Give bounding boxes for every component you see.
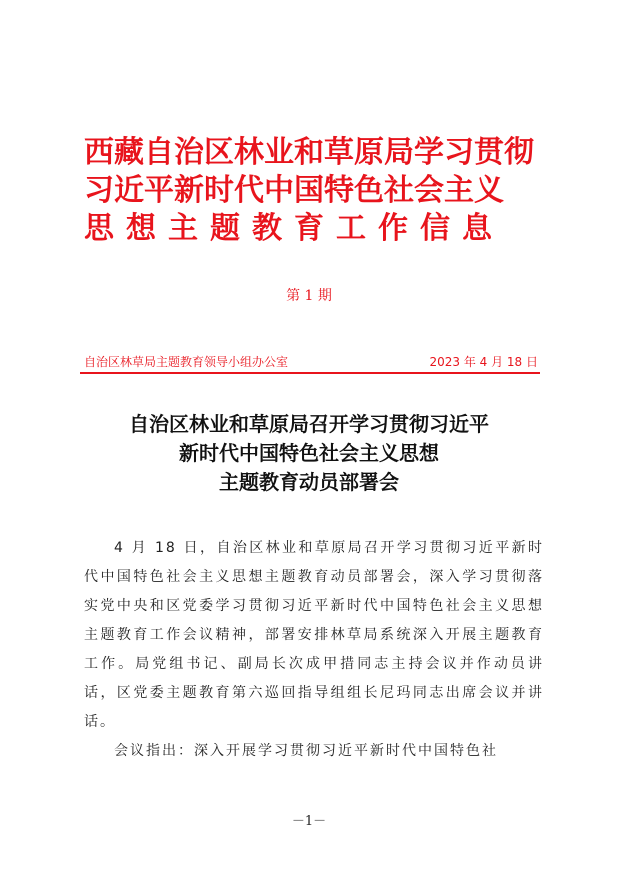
article-title <box>0 410 618 497</box>
article-title-line-1: 自治区林业和草原局召开学习贯彻习近平 <box>129 412 489 436</box>
red-divider <box>80 372 540 374</box>
masthead-line-3: 思想主题教育工作信息 <box>84 211 504 246</box>
masthead-line-2: 习近平新时代中国特色社会主义 <box>84 173 504 208</box>
article-title-line-2: 新时代中国特色社会主义思想 <box>179 441 439 465</box>
issue-number: 第 1 期 <box>286 288 332 304</box>
masthead-title <box>84 134 544 248</box>
article-body <box>84 534 544 766</box>
paragraph-2: 会议指出：深入开展学习贯彻习近平新时代中国特色社 <box>114 743 498 759</box>
article-title-line-3: 主题教育动员部署会 <box>219 470 399 494</box>
issue-date: 2023 年 4 月 18 日 <box>429 355 538 369</box>
issuing-office: 自治区林草局主题教育领导小组办公室 <box>84 355 289 369</box>
paragraph-1: 4 月 18 日，自治区林业和草原局召开学习贯彻习近平新时代中国特色社会主义思想主题教育动员部署会，深入学习贯彻落实党中央和区党委学习贯彻习近平新时代中国特色社会主义思想主题教育工作会议精神，部署安排林草局系统深入开展主题教育工作。局党组书记、副局长次成甲措同志主持会议并作动员讲话，区党委主题教育第六巡回指导组组长尼玛同志出席会议并讲话。 <box>84 540 544 730</box>
masthead-line-1: 西藏自治区林业和草原局学习贯彻 <box>84 135 534 170</box>
page-number: －1－ <box>291 814 327 829</box>
